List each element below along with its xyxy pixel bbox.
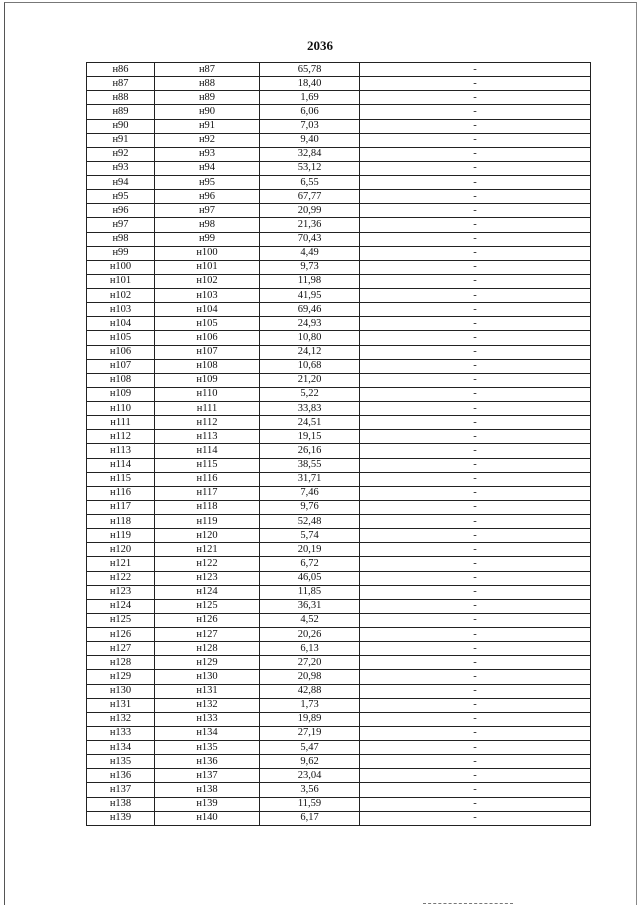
cell-distance: 42,88 [260, 684, 360, 698]
cell-distance: 23,04 [260, 769, 360, 783]
table-row [87, 133, 591, 147]
cell-note: - [360, 416, 591, 430]
cell-to-point: н116 [155, 472, 260, 486]
cell-distance: 69,46 [260, 303, 360, 317]
cell-from-point: н111 [87, 416, 155, 430]
cell-from-point: н105 [87, 331, 155, 345]
cell-distance: 70,43 [260, 232, 360, 246]
cell-to-point: н96 [155, 190, 260, 204]
cell-to-point: н107 [155, 345, 260, 359]
table-body [87, 63, 591, 826]
table-row [87, 105, 591, 119]
cell-distance: 11,59 [260, 797, 360, 811]
cell-from-point: н120 [87, 543, 155, 557]
cell-from-point: н109 [87, 387, 155, 401]
cell-distance: 20,26 [260, 628, 360, 642]
cell-distance: 21,20 [260, 373, 360, 387]
cell-from-point: н125 [87, 613, 155, 627]
cell-to-point: н130 [155, 670, 260, 684]
cell-to-point: н98 [155, 218, 260, 232]
cell-from-point: н103 [87, 303, 155, 317]
cell-to-point: н103 [155, 289, 260, 303]
table-row [87, 557, 591, 571]
table-row [87, 726, 591, 740]
cell-to-point: н109 [155, 373, 260, 387]
cell-to-point: н119 [155, 515, 260, 529]
cell-note: - [360, 642, 591, 656]
cell-to-point: н111 [155, 402, 260, 416]
cell-to-point: н115 [155, 458, 260, 472]
cell-from-point: н99 [87, 246, 155, 260]
cell-note: - [360, 656, 591, 670]
cell-note: - [360, 811, 591, 825]
table-row [87, 515, 591, 529]
cell-from-point: н127 [87, 642, 155, 656]
table-row [87, 147, 591, 161]
cell-distance: 20,19 [260, 543, 360, 557]
cell-note: - [360, 147, 591, 161]
cell-from-point: н95 [87, 190, 155, 204]
cell-note: - [360, 345, 591, 359]
cell-distance: 46,05 [260, 571, 360, 585]
cell-from-point: н90 [87, 119, 155, 133]
cell-distance: 4,49 [260, 246, 360, 260]
cell-note: - [360, 176, 591, 190]
cell-to-point: н94 [155, 161, 260, 175]
cell-distance: 11,98 [260, 274, 360, 288]
cell-distance: 67,77 [260, 190, 360, 204]
cell-distance: 4,52 [260, 613, 360, 627]
cell-from-point: н117 [87, 500, 155, 514]
cell-to-point: н110 [155, 387, 260, 401]
cell-to-point: н112 [155, 416, 260, 430]
cell-from-point: н138 [87, 797, 155, 811]
cell-to-point: н91 [155, 119, 260, 133]
cell-from-point: н106 [87, 345, 155, 359]
table-row [87, 260, 591, 274]
cell-to-point: н92 [155, 133, 260, 147]
cell-note: - [360, 331, 591, 345]
table-row [87, 783, 591, 797]
cell-note: - [360, 529, 591, 543]
cell-distance: 26,16 [260, 444, 360, 458]
cell-to-point: н131 [155, 684, 260, 698]
cell-to-point: н87 [155, 63, 260, 77]
table-row [87, 741, 591, 755]
cell-from-point: н94 [87, 176, 155, 190]
cell-to-point: н136 [155, 755, 260, 769]
cell-from-point: н102 [87, 289, 155, 303]
cell-note: - [360, 698, 591, 712]
cell-distance: 7,03 [260, 119, 360, 133]
cell-from-point: н134 [87, 741, 155, 755]
cell-to-point: н95 [155, 176, 260, 190]
cell-to-point: н128 [155, 642, 260, 656]
cell-from-point: н121 [87, 557, 155, 571]
cell-note: - [360, 289, 591, 303]
cell-to-point: н123 [155, 571, 260, 585]
table-row [87, 811, 591, 825]
cell-note: - [360, 500, 591, 514]
cell-distance: 10,68 [260, 359, 360, 373]
cell-from-point: н97 [87, 218, 155, 232]
cell-distance: 9,62 [260, 755, 360, 769]
table-row [87, 670, 591, 684]
table-row [87, 472, 591, 486]
cell-note: - [360, 543, 591, 557]
table-row [87, 232, 591, 246]
cell-distance: 38,55 [260, 458, 360, 472]
cell-note: - [360, 105, 591, 119]
table-row [87, 373, 591, 387]
cell-distance: 24,12 [260, 345, 360, 359]
cell-note: - [360, 684, 591, 698]
cell-distance: 9,76 [260, 500, 360, 514]
cell-to-point: н105 [155, 317, 260, 331]
table-row [87, 176, 591, 190]
cell-to-point: н133 [155, 712, 260, 726]
cell-to-point: н99 [155, 232, 260, 246]
cell-note: - [360, 585, 591, 599]
cell-from-point: н110 [87, 402, 155, 416]
cell-to-point: н97 [155, 204, 260, 218]
cell-to-point: н121 [155, 543, 260, 557]
cell-from-point: н132 [87, 712, 155, 726]
cell-to-point: н124 [155, 585, 260, 599]
cell-note: - [360, 557, 591, 571]
cell-note: - [360, 274, 591, 288]
cell-note: - [360, 77, 591, 91]
table-row [87, 642, 591, 656]
table-row [87, 331, 591, 345]
cell-to-point: н120 [155, 529, 260, 543]
cell-distance: 33,83 [260, 402, 360, 416]
cell-to-point: н135 [155, 741, 260, 755]
cell-from-point: н107 [87, 359, 155, 373]
cell-from-point: н122 [87, 571, 155, 585]
cell-from-point: н131 [87, 698, 155, 712]
cell-note: - [360, 486, 591, 500]
cell-note: - [360, 670, 591, 684]
cell-distance: 6,72 [260, 557, 360, 571]
cell-note: - [360, 246, 591, 260]
cell-distance: 10,80 [260, 331, 360, 345]
table-row [87, 444, 591, 458]
table-row [87, 387, 591, 401]
cell-note: - [360, 599, 591, 613]
table-row [87, 797, 591, 811]
cell-from-point: н137 [87, 783, 155, 797]
table-row [87, 359, 591, 373]
cell-from-point: н135 [87, 755, 155, 769]
cell-to-point: н132 [155, 698, 260, 712]
cell-to-point: н134 [155, 726, 260, 740]
cell-from-point: н118 [87, 515, 155, 529]
cell-to-point: н102 [155, 274, 260, 288]
table-row [87, 684, 591, 698]
cell-from-point: н91 [87, 133, 155, 147]
cell-note: - [360, 726, 591, 740]
table-row [87, 402, 591, 416]
cell-note: - [360, 190, 591, 204]
table-row [87, 769, 591, 783]
cell-from-point: н124 [87, 599, 155, 613]
table-row [87, 119, 591, 133]
cell-distance: 52,48 [260, 515, 360, 529]
table-row [87, 63, 591, 77]
cell-distance: 27,19 [260, 726, 360, 740]
cell-from-point: н87 [87, 77, 155, 91]
cell-from-point: н136 [87, 769, 155, 783]
cell-note: - [360, 613, 591, 627]
table-row [87, 317, 591, 331]
cell-from-point: н88 [87, 91, 155, 105]
cell-note: - [360, 317, 591, 331]
cell-distance: 19,15 [260, 430, 360, 444]
table-row [87, 613, 591, 627]
cell-to-point: н138 [155, 783, 260, 797]
cell-distance: 19,89 [260, 712, 360, 726]
table-row [87, 712, 591, 726]
table-row [87, 486, 591, 500]
cell-distance: 18,40 [260, 77, 360, 91]
table-row [87, 571, 591, 585]
cell-note: - [360, 91, 591, 105]
table-row [87, 345, 591, 359]
cell-note: - [360, 232, 591, 246]
cell-to-point: н140 [155, 811, 260, 825]
cell-from-point: н104 [87, 317, 155, 331]
table-row [87, 303, 591, 317]
cell-from-point: н123 [87, 585, 155, 599]
cell-note: - [360, 515, 591, 529]
cell-note: - [360, 63, 591, 77]
cell-from-point: н129 [87, 670, 155, 684]
table-row [87, 416, 591, 430]
cell-distance: 41,95 [260, 289, 360, 303]
table-row [87, 161, 591, 175]
cell-note: - [360, 712, 591, 726]
cell-distance: 20,99 [260, 204, 360, 218]
cell-distance: 31,71 [260, 472, 360, 486]
cell-distance: 53,12 [260, 161, 360, 175]
cell-distance: 6,55 [260, 176, 360, 190]
cell-to-point: н90 [155, 105, 260, 119]
cell-to-point: н125 [155, 599, 260, 613]
cell-distance: 1,69 [260, 91, 360, 105]
cell-to-point: н117 [155, 486, 260, 500]
cell-distance: 1,73 [260, 698, 360, 712]
cell-to-point: н126 [155, 613, 260, 627]
cell-to-point: н108 [155, 359, 260, 373]
table-row [87, 599, 591, 613]
cell-from-point: н133 [87, 726, 155, 740]
cell-to-point: н93 [155, 147, 260, 161]
table-row [87, 218, 591, 232]
cell-distance: 24,93 [260, 317, 360, 331]
cell-note: - [360, 628, 591, 642]
cell-note: - [360, 444, 591, 458]
cell-from-point: н101 [87, 274, 155, 288]
table-row [87, 656, 591, 670]
cell-from-point: н92 [87, 147, 155, 161]
cell-distance: 5,22 [260, 387, 360, 401]
cell-to-point: н106 [155, 331, 260, 345]
cell-distance: 21,36 [260, 218, 360, 232]
cell-note: - [360, 755, 591, 769]
cell-distance: 9,40 [260, 133, 360, 147]
cell-from-point: н93 [87, 161, 155, 175]
cell-distance: 5,74 [260, 529, 360, 543]
cell-note: - [360, 204, 591, 218]
table-row [87, 755, 591, 769]
cell-note: - [360, 387, 591, 401]
cell-from-point: н116 [87, 486, 155, 500]
cell-from-point: н112 [87, 430, 155, 444]
cell-distance: 24,51 [260, 416, 360, 430]
cell-from-point: н128 [87, 656, 155, 670]
cell-note: - [360, 458, 591, 472]
cell-from-point: н115 [87, 472, 155, 486]
cell-to-point: н88 [155, 77, 260, 91]
cell-to-point: н118 [155, 500, 260, 514]
cell-distance: 36,31 [260, 599, 360, 613]
cell-distance: 65,78 [260, 63, 360, 77]
table-row [87, 698, 591, 712]
cell-from-point: н108 [87, 373, 155, 387]
cell-to-point: н127 [155, 628, 260, 642]
cell-note: - [360, 741, 591, 755]
cell-note: - [360, 260, 591, 274]
cell-note: - [360, 430, 591, 444]
page-number: 2036 [307, 38, 333, 53]
cell-from-point: н98 [87, 232, 155, 246]
table-row [87, 77, 591, 91]
cell-to-point: н122 [155, 557, 260, 571]
table-row [87, 543, 591, 557]
cell-distance: 6,13 [260, 642, 360, 656]
cell-from-point: н126 [87, 628, 155, 642]
table-row [87, 289, 591, 303]
cell-note: - [360, 133, 591, 147]
table-row [87, 628, 591, 642]
cell-note: - [360, 571, 591, 585]
table-row [87, 500, 591, 514]
cell-note: - [360, 218, 591, 232]
cell-from-point: н113 [87, 444, 155, 458]
cell-note: - [360, 472, 591, 486]
table-row [87, 91, 591, 105]
cell-note: - [360, 783, 591, 797]
cell-from-point: н139 [87, 811, 155, 825]
cell-from-point: н100 [87, 260, 155, 274]
cell-to-point: н89 [155, 91, 260, 105]
cell-from-point: н96 [87, 204, 155, 218]
cell-note: - [360, 769, 591, 783]
cell-from-point: н114 [87, 458, 155, 472]
cell-from-point: н86 [87, 63, 155, 77]
cell-note: - [360, 359, 591, 373]
cell-to-point: н101 [155, 260, 260, 274]
cell-distance: 32,84 [260, 147, 360, 161]
cell-distance: 20,98 [260, 670, 360, 684]
cell-to-point: н129 [155, 656, 260, 670]
table-row [87, 529, 591, 543]
cell-to-point: н104 [155, 303, 260, 317]
cell-from-point: н89 [87, 105, 155, 119]
cell-distance: 7,46 [260, 486, 360, 500]
table-row [87, 585, 591, 599]
cell-from-point: н130 [87, 684, 155, 698]
cell-distance: 9,73 [260, 260, 360, 274]
cell-note: - [360, 373, 591, 387]
cell-note: - [360, 119, 591, 133]
cell-distance: 6,17 [260, 811, 360, 825]
table-row [87, 458, 591, 472]
cell-distance: 6,06 [260, 105, 360, 119]
cell-distance: 5,47 [260, 741, 360, 755]
cell-note: - [360, 797, 591, 811]
cell-to-point: н113 [155, 430, 260, 444]
cell-note: - [360, 303, 591, 317]
table-row [87, 274, 591, 288]
cell-to-point: н100 [155, 246, 260, 260]
cell-distance: 11,85 [260, 585, 360, 599]
cell-from-point: н119 [87, 529, 155, 543]
table-row [87, 190, 591, 204]
cell-note: - [360, 402, 591, 416]
table-row [87, 430, 591, 444]
cell-note: - [360, 161, 591, 175]
coordinates-table [86, 62, 591, 826]
cell-distance: 27,20 [260, 656, 360, 670]
table-row [87, 246, 591, 260]
table-row [87, 204, 591, 218]
cell-to-point: н114 [155, 444, 260, 458]
cell-to-point: н137 [155, 769, 260, 783]
cell-distance: 3,56 [260, 783, 360, 797]
cell-to-point: н139 [155, 797, 260, 811]
